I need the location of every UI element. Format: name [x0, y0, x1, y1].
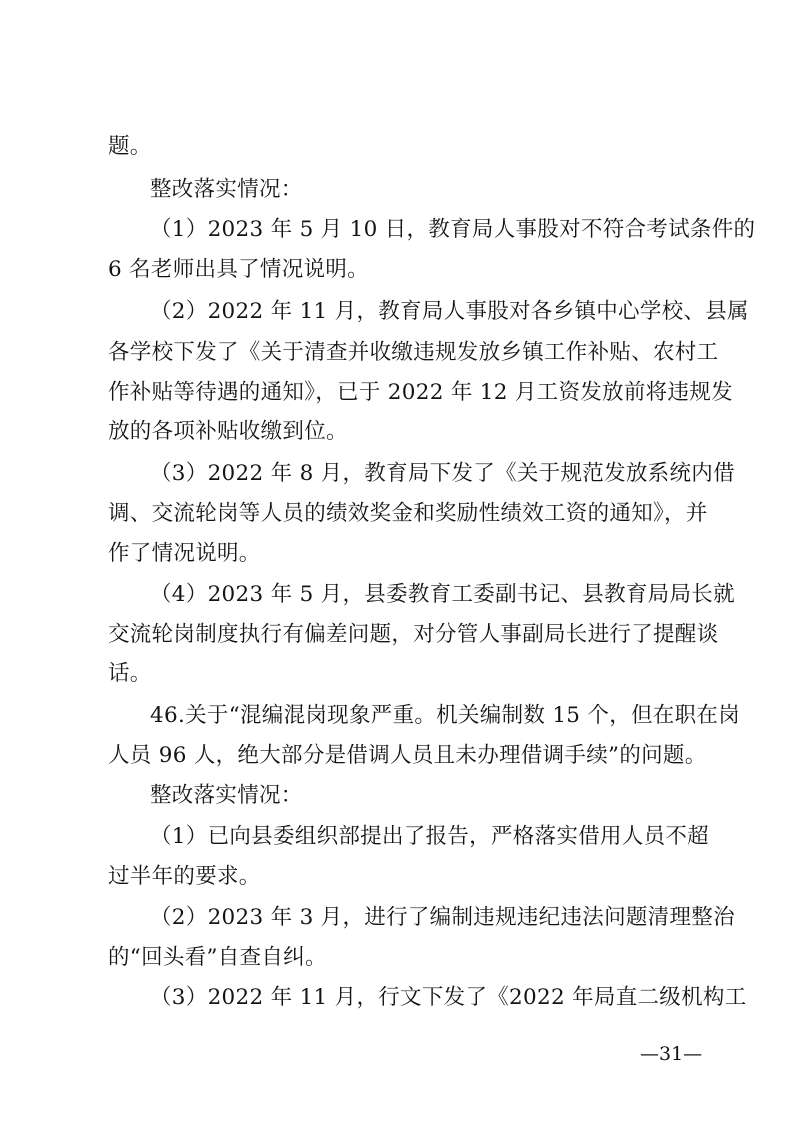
page-number: —31—: [640, 1043, 703, 1065]
text-line: （4）2023 年 5 月，县委教育工委副书记、县教育局局长就: [150, 582, 735, 607]
text-line: 人员 96 人，绝大部分是借调人员且未办理借调手续”的问题。: [108, 743, 707, 768]
text-line: 作补贴等待遇的通知》，已于 2022 年 12 月工资发放前将违规发: [108, 380, 733, 405]
text-line: （2）2023 年 3 月，进行了编制违规违纪违法问题清理整治: [150, 905, 735, 930]
text-line: 调、交流轮岗等人员的绩效奖金和奖励性绩效工资的通知》，并: [108, 501, 708, 526]
section-heading: 整改落实情况：: [150, 177, 303, 202]
text-line: 各学校下发了《关于清查并收缴违规发放乡镇工作补贴、农村工: [108, 340, 719, 365]
text-line: （1）已向县委组织部提出了报告，严格落实借用人员不超: [150, 824, 709, 849]
text-line: （3）2022 年 8 月，教育局下发了《关于规范发放系统内借: [150, 461, 735, 486]
text-line: 的“回头看”自查自纠。: [108, 945, 327, 970]
text-line: 过半年的要求。: [108, 864, 261, 889]
text-line: 话。: [108, 661, 152, 686]
text-line: 放的各项补贴收缴到位。: [108, 419, 348, 444]
item-heading: 46.关于“混编混岗现象严重。机关编制数 15 个，但在职在岗: [150, 703, 741, 728]
text-line: 交流轮岗制度执行有偏差问题，对分管人事副局长进行了提醒谈: [108, 622, 719, 647]
section-heading: 整改落实情况：: [150, 783, 303, 808]
text-line: 作了情况说明。: [108, 541, 261, 566]
text-line: （1）2023 年 5 月 10 日，教育局人事股对不符合考试条件的: [150, 217, 756, 242]
text-line: 6 名老师出具了情况说明。: [108, 257, 369, 282]
text-line: （3）2022 年 11 月，行文下发了《2022 年局直二级机构工: [150, 985, 747, 1010]
text-line: 题。: [108, 134, 152, 159]
text-line: （2）2022 年 11 月，教育局人事股对各乡镇中心学校、县属: [150, 299, 749, 324]
